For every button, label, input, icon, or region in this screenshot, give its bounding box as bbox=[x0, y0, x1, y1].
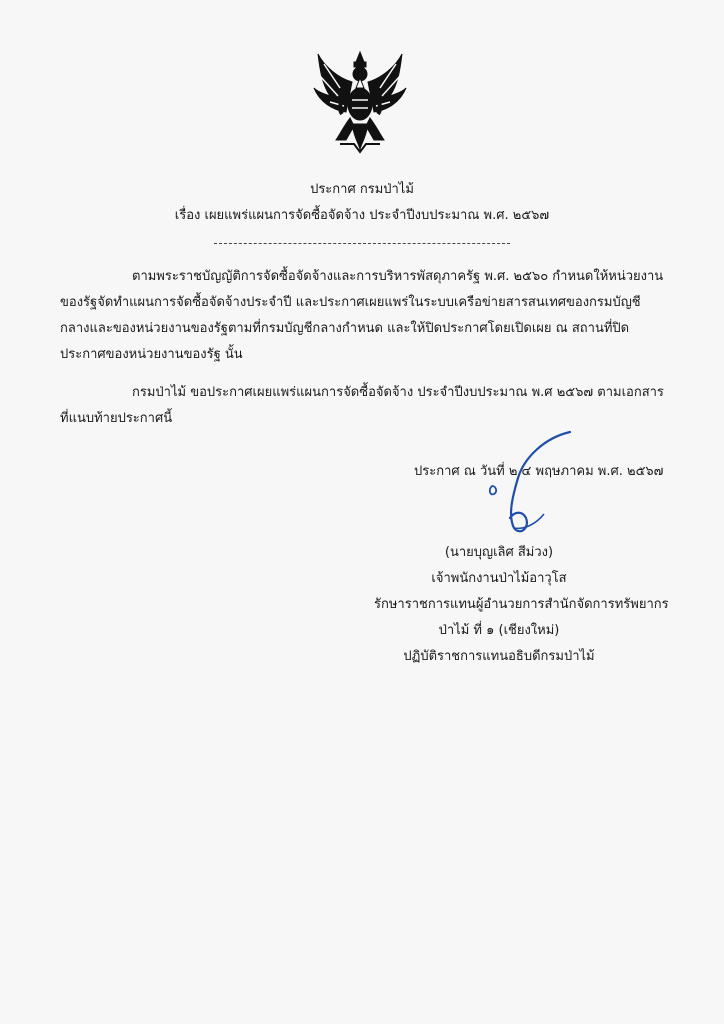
acting-line-1: รักษาราชการแทนผู้อำนวยการสำนักจัดการทรัพยากร bbox=[374, 597, 669, 612]
announcement-subject: เรื่อง เผยแพร่แผนการจัดซื้อจัดจ้าง ประจำปีงบประมาณ พ.ศ. ๒๕๖๗ bbox=[174, 208, 550, 223]
body-paragraph-1-text: ตามพระราชบัญญัติการจัดซื้อจัดจ้างและการบริหารพัสดุภาครัฐ พ.ศ. ๒๕๖๐ กำหนดให้หน่วยงานของรัฐจัดทำแผนการจัดซื้อจัดจ้างประจำปี และประกาศเผยแพร่ในระบบเครือข่ายสารสนเทศของกรมบัญชีกลางและของหน่วยงานของรัฐตามที่กรมบัญชีกลางกำหนด และให้ปิดประกาศโดยเปิดเผย ณ สถานที่ปิดประกาศของหน่วยงานของรัฐ นั้น bbox=[60, 269, 664, 362]
dashed-divider bbox=[214, 243, 510, 244]
garuda-emblem-icon bbox=[310, 48, 410, 154]
body-paragraph-1 bbox=[60, 264, 668, 368]
body-paragraph-2 bbox=[60, 380, 668, 432]
signer-position: เจ้าพนักงานป่าไม้อาวุโส bbox=[431, 571, 567, 586]
signature-block bbox=[374, 540, 669, 670]
announcement-title: ประกาศ กรมป่าไม้ bbox=[310, 182, 414, 197]
announcement-date: ประกาศ ณ วันที่ ๒ ๔ พฤษภาคม พ.ศ. ๒๕๖๗ bbox=[414, 464, 664, 479]
acting-line-2: ป่าไม้ ที่ ๑ (เชียงใหม่) bbox=[438, 623, 560, 638]
handwritten-signature bbox=[484, 428, 574, 536]
acting-line-3: ปฏิบัติราชการแทนอธิบดีกรมป่าไม้ bbox=[403, 649, 595, 664]
signer-name: (นายบุญเลิศ สีม่วง) bbox=[444, 545, 554, 560]
body-paragraph-2-text: กรมป่าไม้ ขอประกาศเผยแพร่แผนการจัดซื้อจัดจ้าง ประจำปีงบประมาณ พ.ศ ๒๕๖๗ ตามเอกสารที่แนบท้ายประกาศนี้ bbox=[60, 385, 664, 426]
